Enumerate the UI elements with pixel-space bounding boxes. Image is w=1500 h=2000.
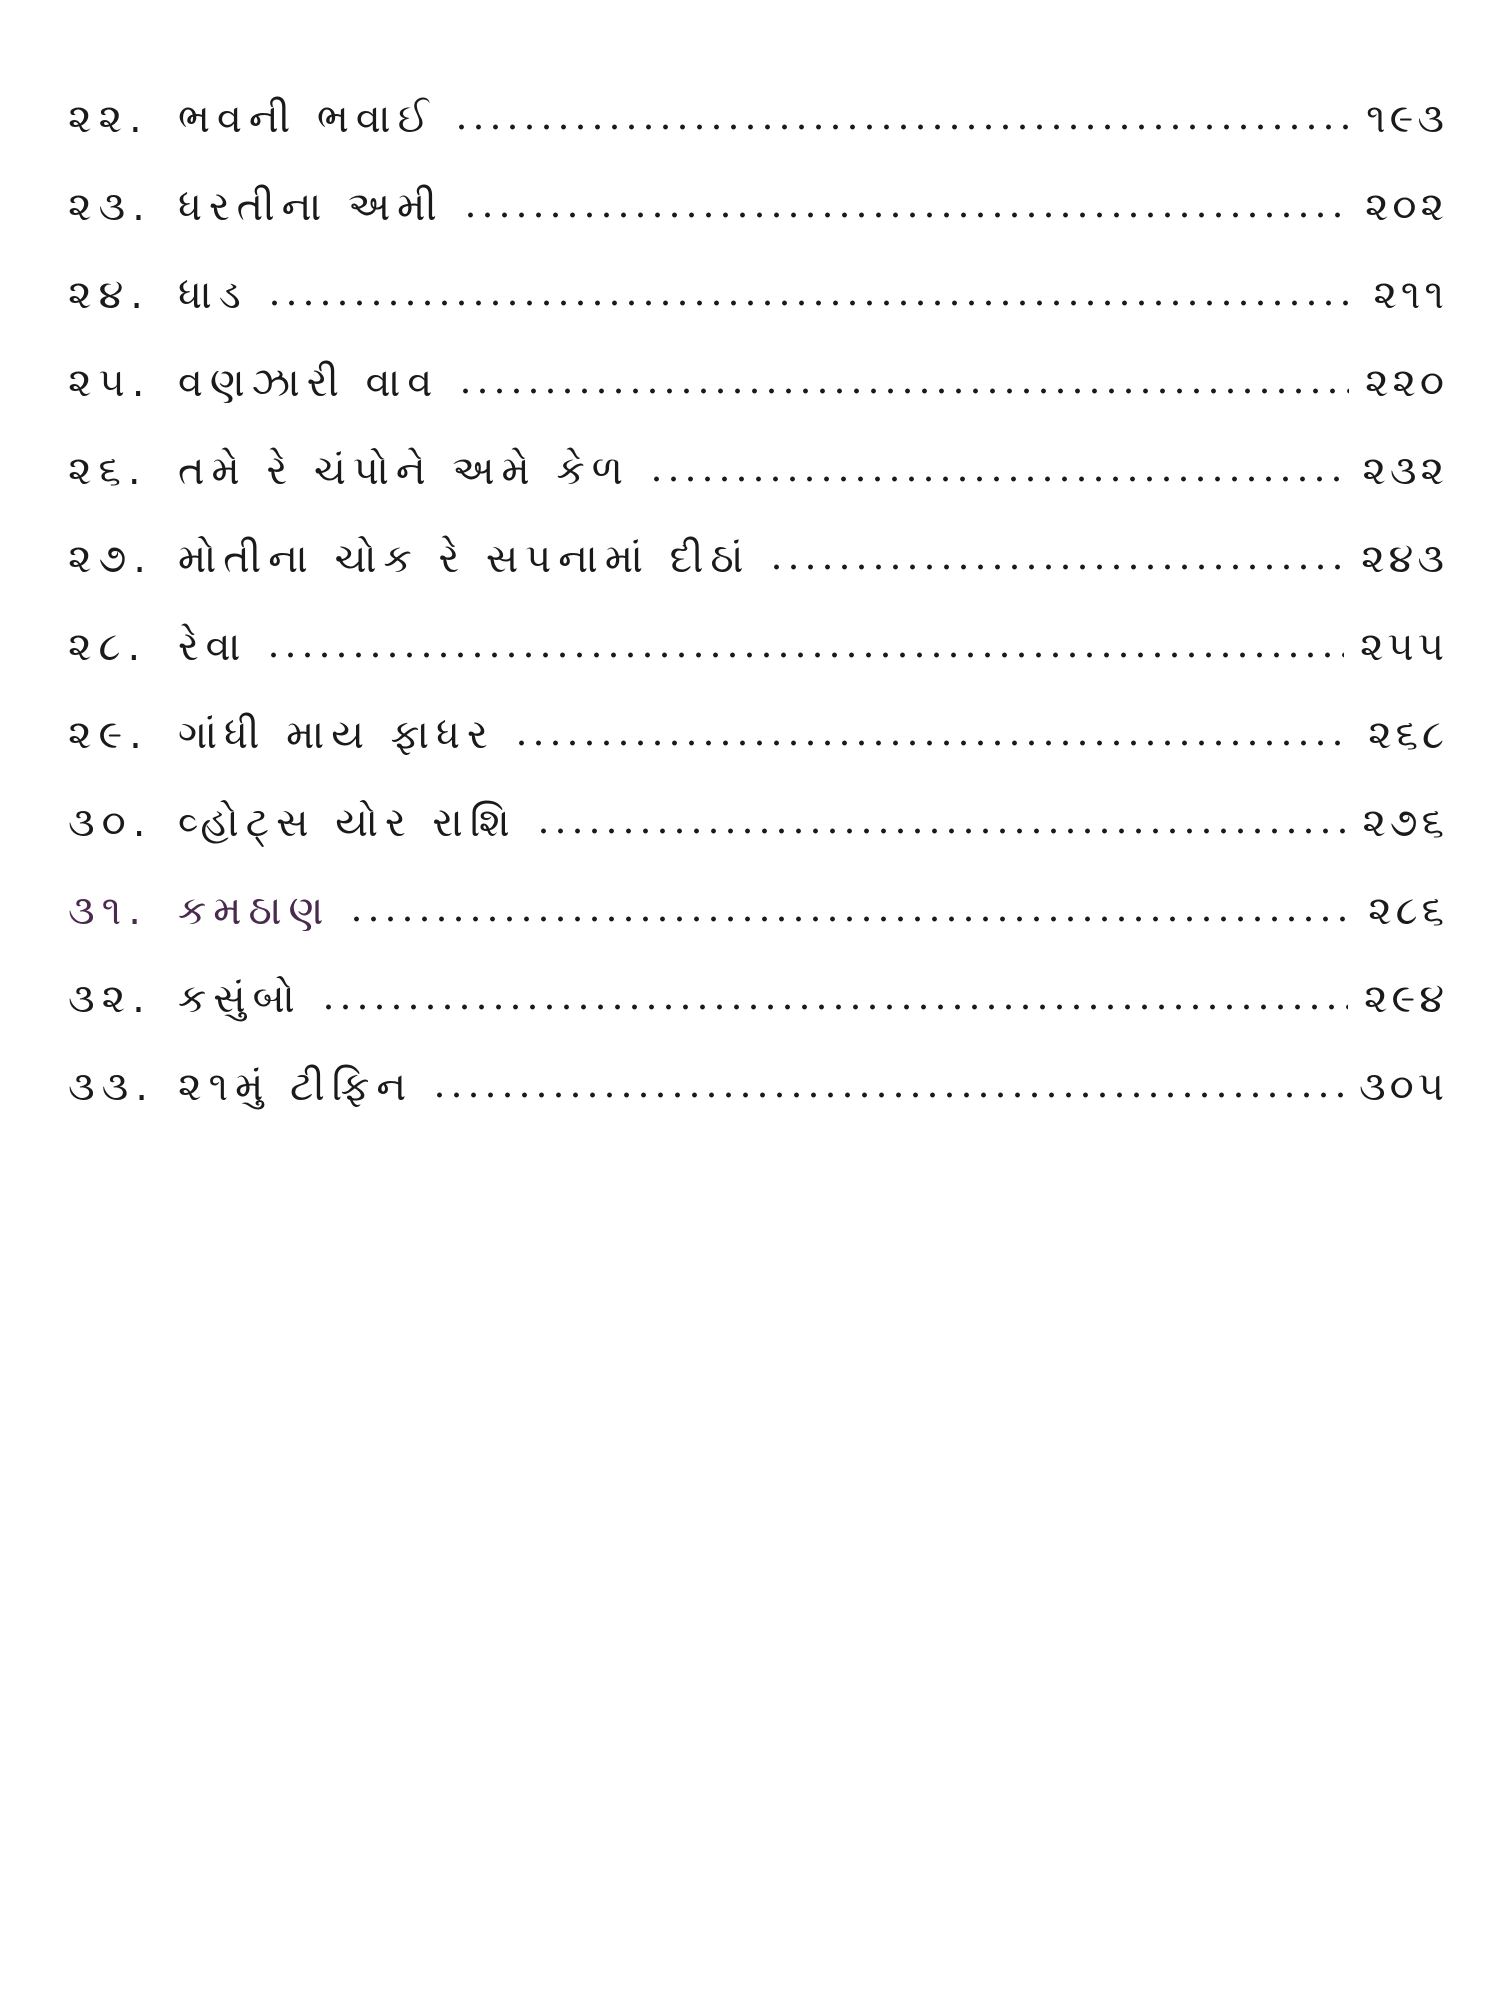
dot-leader — [348, 884, 1352, 924]
toc-entry-24 — [68, 268, 1448, 356]
entry-number: ૨૪. — [68, 272, 150, 318]
entry-page-number: ૨૪૩ — [1361, 536, 1448, 582]
toc-entry-31 — [68, 884, 1448, 972]
entry-page-number: ૨૩૨ — [1362, 448, 1448, 494]
entry-title: ધરતીના અમી — [178, 184, 444, 230]
entry-title: મોતીના ચોક રે સપનામાં દીઠાં — [178, 536, 751, 582]
dot-leader — [266, 268, 1358, 308]
entry-number: ૩૨. — [68, 976, 152, 1022]
toc-entry-27 — [68, 532, 1448, 620]
entry-title: રેવા — [178, 624, 248, 670]
dot-leader — [768, 532, 1345, 572]
entry-title: ૨૧મું ટીફિન — [178, 1064, 414, 1110]
dot-leader — [265, 620, 1344, 660]
toc-entry-25 — [68, 356, 1448, 444]
entry-title: તમે રે ચંપોને અમે કેળ — [178, 448, 630, 494]
dot-leader — [453, 92, 1350, 132]
entry-page-number: ૨૭૬ — [1362, 800, 1448, 846]
dot-leader — [462, 180, 1349, 220]
entry-number: ૨૯. — [68, 712, 149, 758]
toc-entry-23 — [68, 180, 1448, 268]
table-of-contents — [68, 92, 1448, 1148]
entry-page-number: ૨૧૧ — [1373, 272, 1448, 318]
toc-entry-29 — [68, 708, 1448, 796]
entry-page-number: ૨૬૮ — [1368, 712, 1448, 758]
entry-page-number: ૨૦૨ — [1364, 184, 1448, 230]
entry-number: ૨૫. — [68, 360, 152, 406]
entry-title: ગાંધી માય ફાધર — [178, 712, 495, 758]
toc-entry-26 — [68, 444, 1448, 532]
toc-entry-30 — [68, 796, 1448, 884]
entry-title: કસુંબો — [178, 976, 302, 1022]
entry-title: ભવની ભવાઈ — [178, 96, 436, 142]
toc-entry-28 — [68, 620, 1448, 708]
entry-title: કમઠાણ — [178, 888, 331, 934]
entry-number: ૨૩. — [68, 184, 152, 230]
toc-entry-32 — [68, 972, 1448, 1060]
entry-number: ૩૩. — [68, 1064, 155, 1110]
entry-number: ૨૮. — [68, 624, 148, 670]
entry-number: ૩૧. — [68, 888, 148, 934]
entry-number: ૨૬. — [68, 448, 148, 494]
toc-entry-33 — [68, 1060, 1448, 1148]
dot-leader — [513, 708, 1352, 748]
entry-number: ૩૦. — [68, 800, 153, 846]
entry-title: વણઝારી વાવ — [178, 360, 440, 406]
dot-leader — [648, 444, 1346, 484]
entry-page-number: ૨૫૫ — [1359, 624, 1448, 670]
entry-page-number: ૧૯૩ — [1366, 96, 1448, 142]
entry-page-number: ૨૮૬ — [1368, 888, 1448, 934]
entry-number: ૨૨. — [68, 96, 149, 142]
entry-title: વ્હોટ્સ યોર રાશિ — [178, 800, 517, 846]
entry-number: ૨૭. — [68, 536, 153, 582]
dot-leader — [535, 796, 1347, 836]
dot-leader — [457, 356, 1349, 396]
entry-page-number: ૨૨૦ — [1364, 360, 1448, 406]
entry-page-number: ૨૯૪ — [1364, 976, 1448, 1022]
dot-leader — [320, 972, 1348, 1012]
toc-entry-22 — [68, 92, 1448, 180]
dot-leader — [431, 1060, 1343, 1100]
entry-page-number: ૩૦૫ — [1359, 1064, 1448, 1110]
entry-title: ધાડ — [178, 272, 248, 318]
